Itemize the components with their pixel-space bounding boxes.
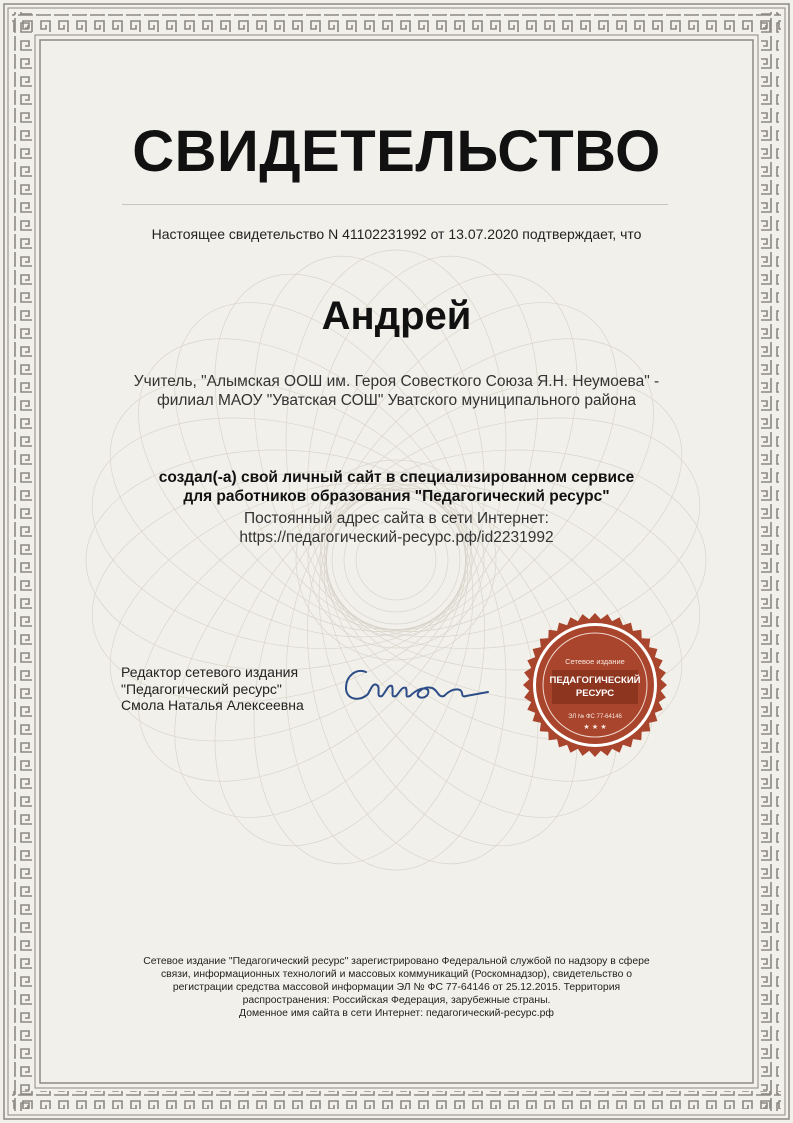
title-divider <box>122 204 668 205</box>
seal-name: ПЕДАГОГИЧЕСКИЙ <box>549 675 641 686</box>
editor-signature <box>338 652 498 712</box>
achievement-statement <box>110 468 683 506</box>
footer-line: регистрации средства массовой информации ЭЛ № ФС 77-64146 от 25.12.2015. Территория <box>172 982 621 993</box>
seal-stars: ★ ★ ★ <box>583 723 607 731</box>
footer-line: распространения: Российская Федерация, зарубежные страны. <box>242 995 551 1006</box>
site-address <box>110 509 683 547</box>
registration-footer <box>120 955 673 1020</box>
position-line: Учитель, "Алымская ООШ им. Героя Совесткого Союза Я.Н. Неумоева" - <box>133 373 660 390</box>
certificate-title: СВИДЕТЕЛЬСТВО <box>132 119 661 184</box>
certificate-intro: Настоящее свидетельство N 41102231992 от 13.07.2020 подтверждает, что <box>151 226 642 242</box>
recipient-name: Андрей <box>321 294 472 338</box>
address-url: https://педагогический-ресурс.рф/id2231992 <box>239 529 554 546</box>
footer-line: Доменное имя сайта в сети Интернет: педагогический-ресурс.рф <box>239 1008 554 1019</box>
publication-seal <box>522 612 668 758</box>
editor-title: Редактор сетевого издания <box>121 664 299 680</box>
statement-line: создал(-а) свой личный сайт в специализированном сервисе <box>158 469 635 486</box>
footer-line: связи, информационных технологий и массовых коммуникаций (Роскомнадзор), свидетельство о <box>160 969 633 980</box>
statement-line: для работников образования "Педагогический ресурс" <box>183 488 610 505</box>
seal-top-text: Сетевое издание <box>565 657 625 666</box>
seal-registration: ЭЛ № ФС 77-64146 <box>568 714 622 720</box>
recipient-position <box>110 372 683 410</box>
address-label: Постоянный адрес сайта в сети Интернет: <box>244 510 549 527</box>
editor-name: Смола Наталья Алексеевна <box>121 697 304 713</box>
editor-block <box>121 664 321 714</box>
position-line: филиал МАОУ "Уватская СОШ" Уватского муниципального района <box>156 392 637 409</box>
footer-line: Сетевое издание "Педагогический ресурс" зарегистрировано Федеральной службой по надзору в сфере <box>143 956 650 967</box>
editor-publication: "Педагогический ресурс" <box>121 680 282 697</box>
seal-name: РЕСУРС <box>575 688 615 699</box>
